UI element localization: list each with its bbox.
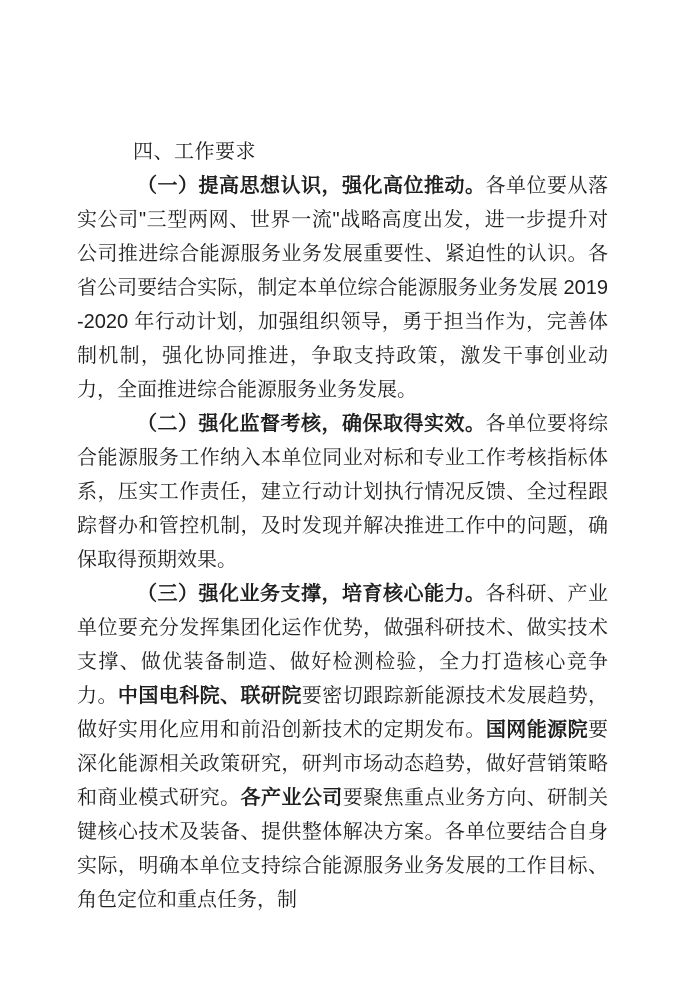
text-segment: 要密切跟踪新能源技术发展趋势，做好实用化应用和前沿创新技术的定期发布。 — [77, 685, 609, 741]
paragraph — [77, 169, 608, 407]
text-segment: 各产业公司 — [240, 787, 343, 809]
paragraph — [77, 407, 608, 577]
text-segment: （二）强化监督考核，确保取得实效。 — [137, 413, 486, 435]
text-segment: 要聚焦重点业务方向、研制关键核心技术及装备、提供整体解决方案。各单位要结合自身实际，明确本单位支持综合能源服务业务发展的工作目标、角色定位和重点任务，制 — [77, 787, 609, 911]
text-segment: （一）提高思想认识，强化高位推动。 — [137, 175, 486, 197]
text-segment: 各单位要将综合能源服务工作纳入本单位同业对标和专业工作考核指标体系，压实工作责任，建立行动计划执行情况反馈、全过程跟踪督办和管控机制，及时发现并解决推进工作中的问题，确保取得预期效果。 — [77, 413, 608, 571]
text-segment: （三）强化业务支撑，培育核心能力。 — [137, 583, 486, 605]
text-segment: 各科研、产业单位要充分发挥集团化运作优势，做强科研技术、做实技术支撑、做优装备制造、做好检测检验，全力打造核心竞争力。 — [77, 583, 608, 707]
text-segment: 国网能源院 — [485, 719, 589, 741]
text-segment: 要深化能源相关政策研究，研判市场动态趋势，做好营销策略和商业模式研究。 — [77, 719, 609, 809]
paragraph — [77, 577, 608, 917]
document-body — [77, 169, 608, 917]
text-segment: 各单位要从落实公司"三型两网、世界一流"战略高度出发，进一步提升对公司推进综合能源服务业务发展重要性、紧迫性的认识。各省公司要结合实际，制定本单位综合能源服务业务发展 2019-2020 年行动计划，加强组织领导，勇于担当作为，完善体制机制，强化协同推进，争取支持政策，激发干事创业动力，全面推进综合能源服务业务发展。 — [77, 175, 608, 401]
text-segment: 中国电科院、联研院 — [117, 685, 302, 707]
section-heading: 四、工作要求 — [133, 141, 256, 163]
